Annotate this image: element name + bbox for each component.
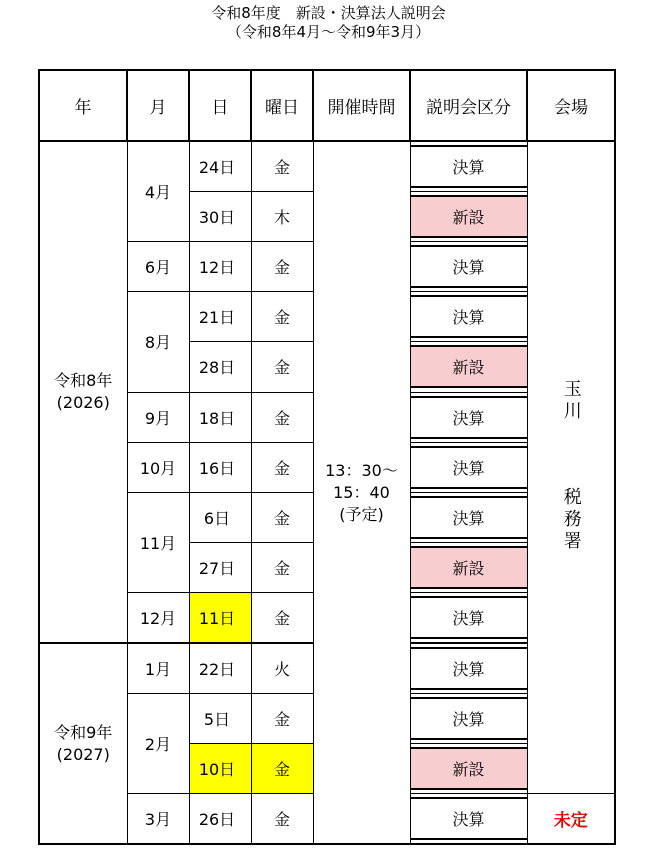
weekday-cell: 金 — [251, 392, 313, 442]
year-label: 令和9年 — [54, 722, 113, 742]
weekday-cell: 火 — [251, 643, 313, 693]
day-cell: 26日 — [189, 794, 251, 844]
time-note: (予定) — [339, 504, 384, 524]
weekday-cell: 金 — [251, 292, 313, 342]
month-cell: 1月 — [127, 643, 189, 693]
table-row — [39, 141, 615, 191]
year-cell-2027 — [39, 643, 127, 844]
header-month: 月 — [127, 70, 189, 141]
category-cell: 決算 — [410, 492, 527, 542]
day-cell: 22日 — [189, 643, 251, 693]
day-cell: 18日 — [189, 392, 251, 442]
category-cell: 決算 — [410, 693, 527, 743]
category-cell-new: 新設 — [410, 191, 527, 241]
day-cell: 16日 — [189, 442, 251, 492]
year-label: 令和8年 — [54, 371, 113, 391]
month-cell: 12月 — [127, 593, 189, 643]
month-cell: 2月 — [127, 693, 189, 793]
category-cell-new: 新設 — [410, 342, 527, 392]
schedule-table — [38, 69, 616, 845]
day-cell: 5日 — [189, 693, 251, 743]
month-cell: 6月 — [127, 241, 189, 291]
month-cell: 3月 — [127, 794, 189, 844]
time-start: 13：30～ — [325, 460, 398, 480]
day-cell: 21日 — [189, 292, 251, 342]
weekday-cell: 木 — [251, 191, 313, 241]
category-cell: 決算 — [410, 593, 527, 643]
weekday-cell: 金 — [251, 693, 313, 743]
weekday-cell: 金 — [251, 794, 313, 844]
header-row — [39, 70, 615, 141]
weekday-cell: 金 — [251, 141, 313, 191]
month-cell: 11月 — [127, 492, 189, 592]
weekday-cell-highlighted: 金 — [251, 743, 313, 793]
weekday-cell: 金 — [251, 342, 313, 392]
month-cell: 10月 — [127, 442, 189, 492]
month-cell: 9月 — [127, 392, 189, 442]
category-cell: 決算 — [410, 794, 527, 844]
category-cell: 決算 — [410, 442, 527, 492]
day-cell: 6日 — [189, 492, 251, 542]
weekday-cell: 金 — [251, 492, 313, 542]
time-end: 15：40 — [333, 482, 390, 502]
page-title: 令和8年度 新設・決算法人説明会 — [211, 4, 446, 22]
day-cell: 30日 — [189, 191, 251, 241]
time-cell — [313, 141, 410, 844]
month-cell: 8月 — [127, 292, 189, 392]
category-cell: 決算 — [410, 241, 527, 291]
day-cell: 12日 — [189, 241, 251, 291]
header-venue: 会場 — [527, 70, 615, 141]
weekday-cell: 金 — [251, 241, 313, 291]
day-cell: 24日 — [189, 141, 251, 191]
header-day: 日 — [189, 70, 251, 141]
day-cell: 27日 — [189, 543, 251, 593]
venue-name-part2: 税務署 — [560, 486, 582, 553]
venue-tbd-cell — [527, 794, 615, 844]
year-western: (2026) — [56, 393, 110, 413]
venue-name-part1: 玉川 — [560, 378, 582, 423]
venue-cell — [527, 141, 615, 794]
year-cell-2026 — [39, 141, 127, 643]
header-year: 年 — [39, 70, 127, 141]
category-cell: 決算 — [410, 643, 527, 693]
category-cell-new: 新設 — [410, 743, 527, 793]
header-category: 説明会区分 — [410, 70, 527, 141]
weekday-cell: 金 — [251, 593, 313, 643]
category-cell: 決算 — [410, 141, 527, 191]
day-cell-highlighted: 11日 — [189, 593, 251, 643]
year-western: (2027) — [56, 744, 110, 764]
venue-tbd-label: 未定 — [553, 811, 588, 832]
day-cell-highlighted: 10日 — [189, 743, 251, 793]
category-cell: 決算 — [410, 292, 527, 342]
category-cell-new: 新設 — [410, 543, 527, 593]
weekday-cell: 金 — [251, 543, 313, 593]
month-cell: 4月 — [127, 141, 189, 241]
category-cell: 決算 — [410, 392, 527, 442]
page-subtitle: （令和8年4月～令和9年3月） — [226, 23, 431, 41]
header-time: 開催時間 — [313, 70, 410, 141]
header-weekday: 曜日 — [251, 70, 313, 141]
day-cell: 28日 — [189, 342, 251, 392]
weekday-cell: 金 — [251, 442, 313, 492]
